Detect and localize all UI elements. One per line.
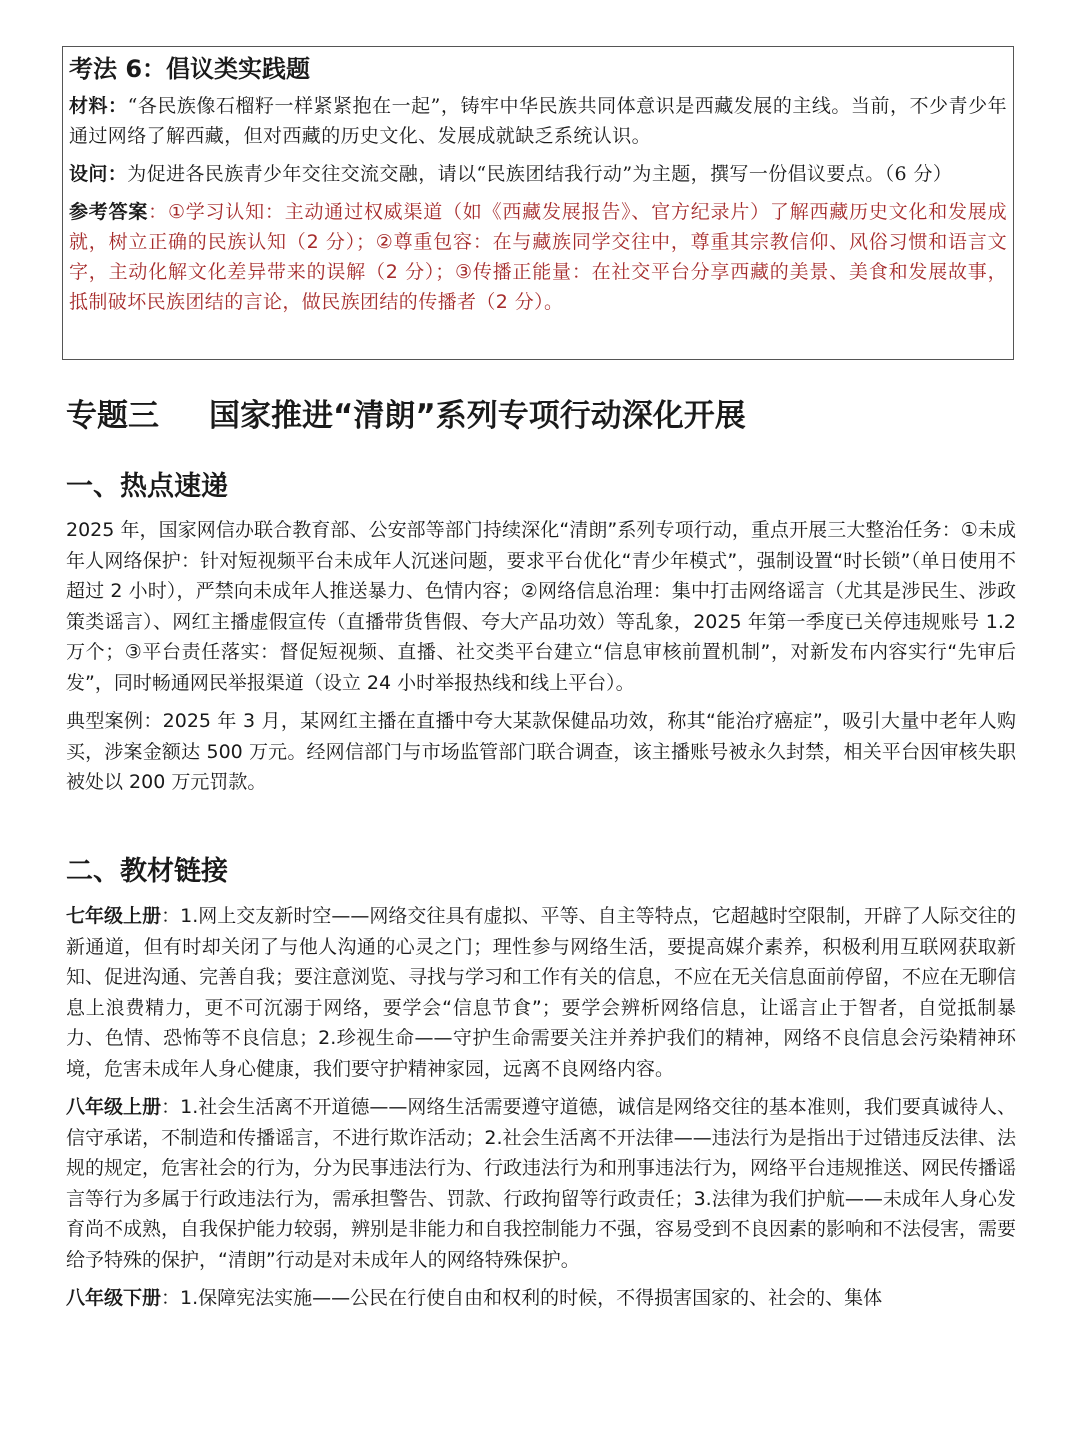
box-title: 考法 6：倡议类实践题 (69, 55, 311, 83)
textbook-links-body (66, 901, 1016, 1322)
grade7-text: ：1.网上交友新时空——网络交往具有虚拟、平等、自主等特点，它超越时空限制，开辟了人际交往的新通道，但有时却关闭了与他人沟通的心灵之门；理性参与网络生活，要提高媒介素养，积极利用互联网获取新知、促进沟通、完善自我；要注意浏览、寻找与学习和工作有关的信息，不应在无关信息面前停留，不应在无聊信息上浪费精力，更不可沉溺于网络，要学会“信息节食”；要学会辨析网络信息，让谣言止于智者，自觉抵制暴力、色情、恐怖等不良信息；2.珍视生命——守护生命需要关注并养护我们的精神，网络不良信息会污染精神环境，危害未成年人身心健康，我们要守护精神家园，远离不良网络内容。 (66, 905, 1017, 1080)
typical-case-paragraph: 典型案例：2025 年 3 月，某网红主播在直播中夸大某款保健品功效，称其“能治疗癌症”，吸引大量中老年人购买，涉案金额达 500 万元。经网信部门与市场监管部门联合调查，该主播账号被永久封禁，相关平台因审核失职被处以 200 万元罚款。 (66, 710, 1016, 793)
material-text: “各民族像石榴籽一样紧紧抱在一起”，铸牢中华民族共同体意识是西藏发展的主线。当前，不少青少年通过网络了解西藏，但对西藏的历史文化、发展成就缺乏系统认识。 (69, 95, 1007, 147)
grade8b-text: ：1.保障宪法实施——公民在行使自由和权利的时候，不得损害国家的、社会的、集体 (161, 1287, 883, 1309)
topic-title: 国家推进“清朗”系列专项行动深化开展 (209, 398, 746, 434)
topic-label: 专题三 (66, 398, 159, 434)
question-text: 为促进各民族青少年交往交流交融，请以“民族团结我行动”为主题，撰写一份倡议要点。（6 分） (127, 163, 953, 185)
section-heading-textbook-links: 二、教材链接 (66, 856, 228, 887)
grade8b-paragraph (66, 1283, 1016, 1314)
material-paragraph (69, 91, 1007, 151)
question-paragraph (69, 159, 1007, 189)
answer-text: ：①学习认知：主动通过权威渠道（如《西藏发展报告》、官方纪录片）了解西藏历史文化和发展成就，树立正确的民族认知（2 分）；②尊重包容：在与藏族同学交往中，尊重其宗教信仰、风俗习惯和语言文字，主动化解文化差异带来的误解（2 分）；③传播正能量：在社交平台分享西藏的美景、美食和发展故事，抵制破坏民族团结的言论，做民族团结的传播者（2 分）。 (69, 201, 1007, 313)
grade8b-label: 八年级下册 (66, 1287, 162, 1309)
answer-paragraph (69, 197, 1007, 317)
grade7-paragraph (66, 901, 1016, 1084)
hot-news-paragraph: 2025 年，国家网信办联合教育部、公安部等部门持续深化“清朗”系列专项行动，重点开展三大整治任务：①未成年人网络保护：针对短视频平台未成年人沉迷问题，要求平台优化“青少年模式”，强制设置“时长锁”（单日使用不超过 2 小时），严禁向未成年人推送暴力、色情内容；②网络信息治理：集中打击网络谣言（尤其是涉民生、涉政策类谣言）、网红主播虚假宣传（直播带货售假、夸大产品功效）等乱象，2025 年第一季度已关停违规账号 1.2 万个；③平台责任落实：督促短视频、直播、社交类平台建立“信息审核前置机制”，对新发布内容实行“先审后发”，同时畅通网民举报渠道（设立 24 小时举报热线和线上平台）。 (66, 519, 1016, 694)
exam-method-box (62, 46, 1014, 360)
question-label: 设问： (69, 163, 128, 185)
material-label: 材料： (69, 95, 128, 117)
section-heading-hot-news: 一、热点速递 (66, 471, 228, 502)
answer-label: 参考答案 (69, 201, 149, 223)
grade8a-label: 八年级上册 (66, 1096, 162, 1118)
topic-heading (66, 393, 746, 439)
grade8a-paragraph (66, 1092, 1016, 1275)
hot-news-body (66, 515, 1016, 806)
grade7-label: 七年级上册 (66, 905, 162, 927)
grade8a-text: ：1.社会生活离不开道德——网络生活需要遵守道德，诚信是网络交往的基本准则，我们要真诚待人、信守承诺，不制造和传播谣言，不进行欺诈活动；2.社会生活离不开法律——违法行为是指出于过错违反法律、法规的规定，危害社会的行为，分为民事违法行为、行政违法行为和刑事违法行为，网络平台违规推送、网民传播谣言等行为多属于行政违法行为，需承担警告、罚款、行政拘留等行政责任；3.法律为我们护航——未成年人身心发育尚不成熟，自我保护能力较弱，辨别是非能力和自我控制能力不强，容易受到不良因素的影响和不法侵害，需要给予特殊的保护，“清朗”行动是对未成年人的网络特殊保护。 (66, 1096, 1017, 1271)
